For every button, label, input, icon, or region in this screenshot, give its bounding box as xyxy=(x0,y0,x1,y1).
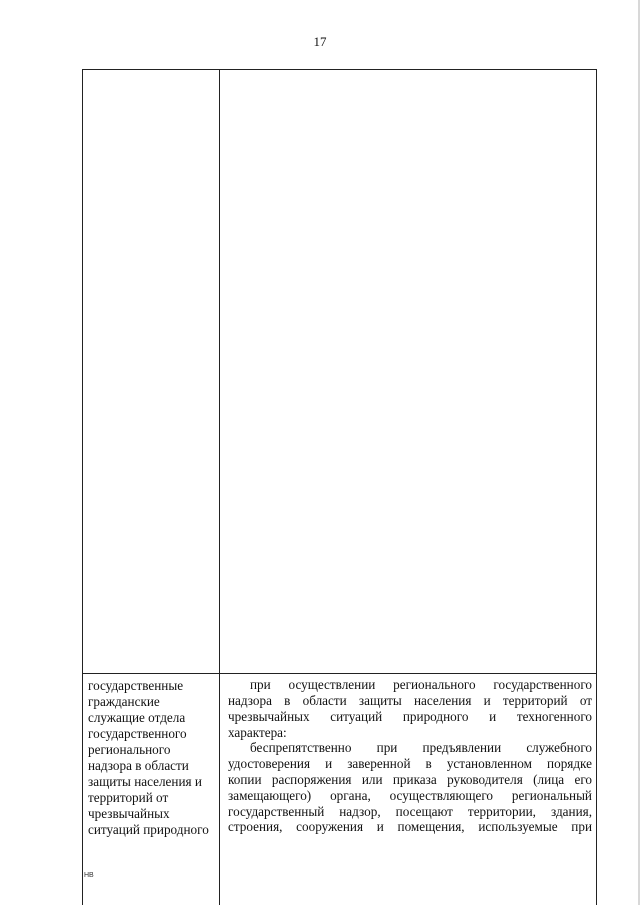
text-line: государственные xyxy=(88,678,184,694)
table-row xyxy=(83,70,597,674)
text-line xyxy=(228,515,592,531)
text-line xyxy=(228,120,592,136)
text-line xyxy=(228,657,592,673)
row2-right-cell xyxy=(220,674,597,905)
text-line xyxy=(228,594,592,610)
text-line xyxy=(228,326,592,342)
text-line xyxy=(228,73,592,89)
text-line xyxy=(228,468,592,484)
text-line: гражданские xyxy=(88,694,160,710)
text-line: государственный надзор, посещают территории, здания, xyxy=(228,803,592,819)
text-line xyxy=(228,563,592,579)
text-line xyxy=(228,531,592,547)
text-line xyxy=(228,199,592,215)
text-line xyxy=(228,294,592,310)
text-line: надзора в области защиты населения и территорий от xyxy=(228,693,592,709)
page-number: 17 xyxy=(313,34,327,49)
document-table xyxy=(82,69,597,905)
text-line xyxy=(228,452,592,468)
row1-left-cell xyxy=(83,70,220,674)
text-line: служащие отдела xyxy=(88,710,186,726)
text-line: копии распоряжения или приказа руководителя (лица его xyxy=(228,772,592,788)
text-line xyxy=(228,484,592,500)
row1-right-cell xyxy=(220,70,597,674)
row1-left-text xyxy=(83,70,219,74)
text-line: характера: xyxy=(228,724,287,740)
text-line: государственного xyxy=(88,726,187,742)
table-row xyxy=(83,674,597,905)
text-line xyxy=(228,168,592,184)
row1-right-text xyxy=(220,70,596,673)
text-line xyxy=(228,610,592,626)
text-line: удостоверения и заверенной в установленном порядке xyxy=(228,756,592,772)
text-line: чрезвычайных ситуаций природного и техногенного xyxy=(228,708,592,724)
text-line xyxy=(228,373,592,389)
text-line xyxy=(228,184,592,200)
text-line xyxy=(228,278,592,294)
text-line xyxy=(228,342,592,358)
text-line xyxy=(228,263,592,279)
text-line xyxy=(228,89,592,105)
text-line xyxy=(228,389,592,405)
text-line xyxy=(228,152,592,168)
text-line xyxy=(228,436,592,452)
text-line: при осуществлении регионального государственного xyxy=(250,677,592,693)
text-line xyxy=(228,421,592,437)
text-line xyxy=(228,310,592,326)
text-line xyxy=(228,357,592,373)
text-line: территорий от xyxy=(88,790,169,806)
margin-mark: НВ xyxy=(84,872,94,879)
text-line xyxy=(228,105,592,121)
text-line: регионального xyxy=(88,742,171,758)
text-line xyxy=(228,247,592,263)
text-line: замещающего) органа, осуществляющего региональный xyxy=(228,787,592,803)
text-line xyxy=(228,136,592,152)
row2-right-text xyxy=(220,674,596,835)
text-line: чрезвычайных xyxy=(88,806,170,822)
row2-left-cell xyxy=(83,674,220,905)
row2-left-text xyxy=(83,674,219,838)
text-line: беспрепятственно при предъявлении служебного xyxy=(250,740,592,756)
text-line xyxy=(228,215,592,231)
text-line: надзора в области xyxy=(88,758,189,774)
text-line: ситуаций природного xyxy=(88,822,209,838)
text-line xyxy=(228,500,592,516)
text-line: строения, сооружения и помещения, используемые при xyxy=(228,819,592,835)
text-line: защиты населения и xyxy=(88,774,202,790)
text-line xyxy=(228,547,592,563)
text-line xyxy=(228,642,592,658)
text-line xyxy=(228,626,592,642)
text-line xyxy=(228,405,592,421)
text-line xyxy=(228,579,592,595)
text-line xyxy=(228,231,592,247)
